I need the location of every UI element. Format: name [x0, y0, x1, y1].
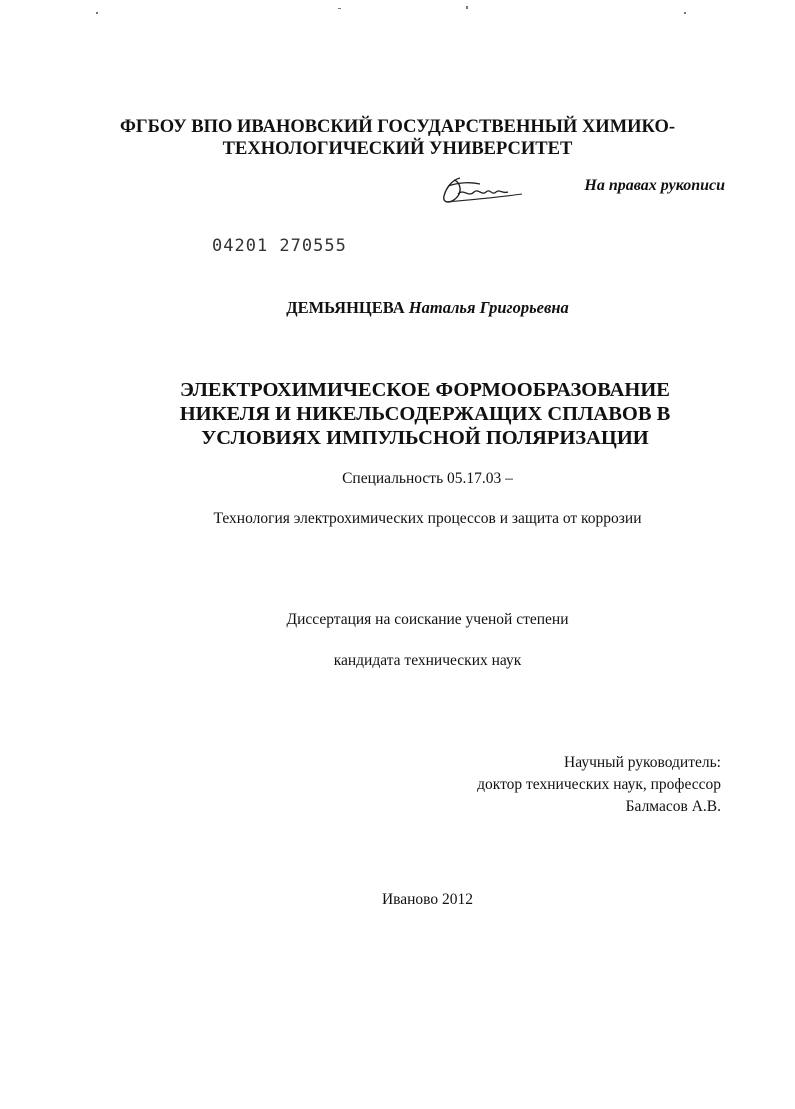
archive-stamp-number: 04201 270555	[212, 236, 347, 256]
author-given-names: Наталья Григорьевна	[408, 298, 569, 317]
title-line-1: ЭЛЕКТРОХИМИЧЕСКОЕ ФОРМООБРАЗОВАНИЕ	[180, 379, 670, 401]
city-year: Иваново 2012	[381, 891, 474, 908]
institution-line-2: ТЕХНОЛОГИЧЕСКИЙ УНИВЕРСИТЕТ	[222, 139, 573, 159]
title-line-3: УСЛОВИЯХ ИМПУЛЬСНОЙ ПОЛЯРИЗАЦИИ	[201, 427, 649, 449]
title-line-2: НИКЕЛЯ И НИКЕЛЬСОДЕРЖАЩИХ СПЛАВОВ В	[179, 403, 671, 425]
signature	[438, 170, 530, 210]
author-surname: ДЕМЬЯНЦЕВА	[286, 298, 405, 317]
scan-speck	[684, 12, 686, 14]
specialty-code: Специальность 05.17.03 –	[342, 470, 513, 487]
scientific-advisor	[477, 752, 721, 818]
author-name	[150, 298, 705, 318]
scan-speck	[466, 6, 468, 9]
advisor-label: Научный руководитель:	[564, 754, 721, 771]
institution-line-1: ФГБОУ ВПО ИВАНОВСКИЙ ГОСУДАРСТВЕННЫЙ ХИМИКО-	[119, 117, 676, 137]
degree-line-1: Диссертация на соискание ученой степени	[286, 611, 569, 628]
scan-speck	[96, 12, 98, 14]
advisor-name: Балмасов А.В.	[625, 798, 721, 815]
dissertation-title	[140, 378, 710, 450]
advisor-rank: доктор технических наук, профессор	[477, 776, 721, 793]
degree-line-2: кандидата технических наук	[333, 652, 522, 669]
manuscript-note: На правах рукописи	[584, 177, 725, 194]
scan-speck	[338, 8, 341, 9]
specialty-name: Технология электрохимических процессов и защита от коррозии	[213, 510, 642, 527]
institution-name	[100, 116, 695, 160]
